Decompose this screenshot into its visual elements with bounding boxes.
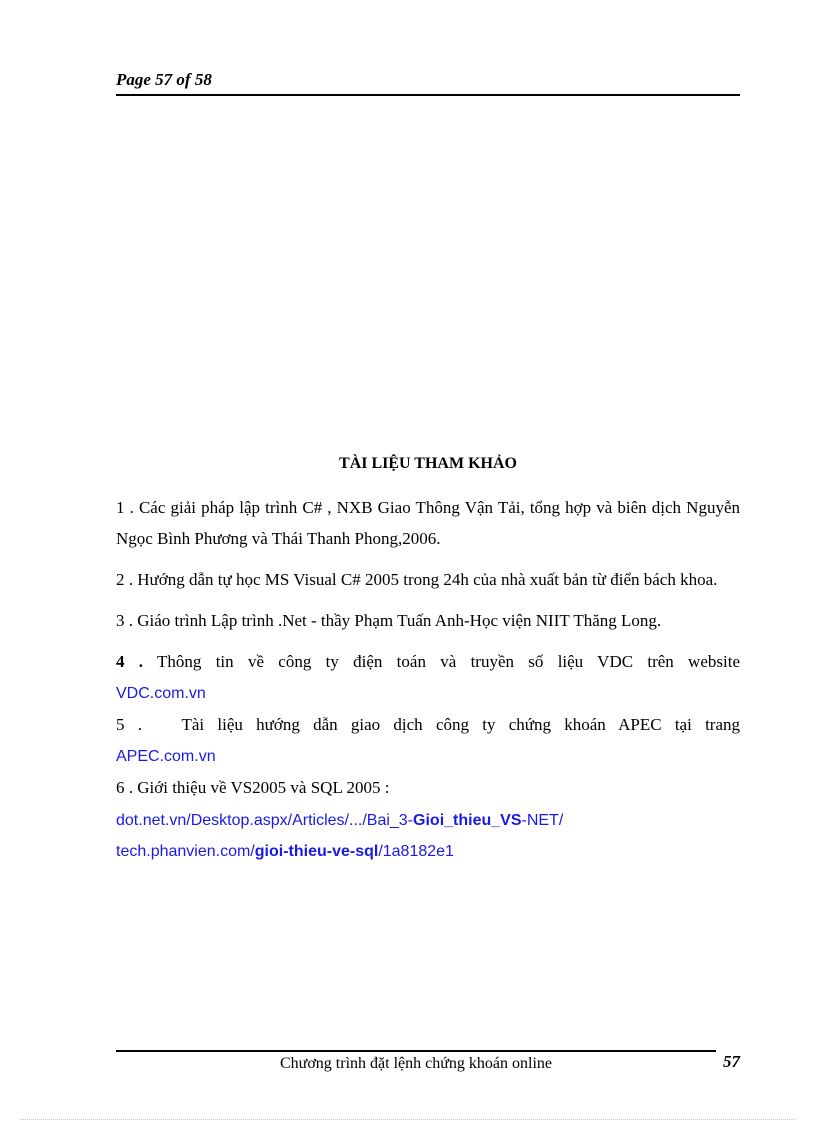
footer-title: Chương trình đặt lệnh chứng khoán online — [280, 1055, 552, 1072]
reference-6-text: 6 . Giới thiệu về VS2005 và SQL 2005 : — [116, 778, 390, 797]
url-line-2 — [116, 836, 740, 867]
footer-divider — [116, 1050, 716, 1052]
reference-item-1: 1 . Các giải pháp lập trình C# , NXB Giao Thông Vận Tải, tổng hợp và biên dịch Nguyễn Ngọc Bình Phương và Thái Thanh Phong,2006. — [116, 498, 740, 548]
page-header — [116, 70, 740, 96]
dotnet-link[interactable]: dot.net.vn/Desktop.aspx/Articles/.../Bai_3-Gioi_thieu_VS-NET/ — [116, 812, 564, 829]
page-edge-divider — [20, 1119, 796, 1120]
phanvien-link[interactable]: tech.phanvien.com/gioi-thieu-ve-sql/1a8182e1 — [116, 843, 454, 860]
reference-4-text: Thông tin về công ty điện toán và truyền số liệu VDC trên website — [157, 652, 740, 671]
vdc-link[interactable]: VDC.com.vn — [116, 685, 206, 702]
reference-list — [116, 492, 740, 867]
reference-item-4 — [116, 646, 740, 709]
reference-5-text: 5 . Tài liệu hướng dẫn giao dịch công ty chứng khoán APEC tại trang — [116, 715, 740, 734]
section-title: TÀI LIỆU THAM KHẢO — [339, 455, 517, 472]
apec-link[interactable]: APEC.com.vn — [116, 748, 216, 765]
reference-item-6 — [116, 772, 740, 867]
footer-page-number: 57 — [723, 1052, 740, 1071]
page-label: Page 57 of 58 — [116, 70, 212, 89]
reference-item-2: 2 . Hướng dẫn tự học MS Visual C# 2005 trong 24h của nhà xuất bản từ điển bách khoa. — [116, 570, 718, 589]
reference-item-3: 3 . Giáo trình Lập trình .Net - thầy Phạm Tuấn Anh-Học viện NIIT Thăng Long. — [116, 611, 662, 630]
reference-4-number: 4 . — [116, 652, 144, 671]
url-line-1 — [116, 805, 740, 836]
reference-item-5 — [116, 709, 740, 772]
